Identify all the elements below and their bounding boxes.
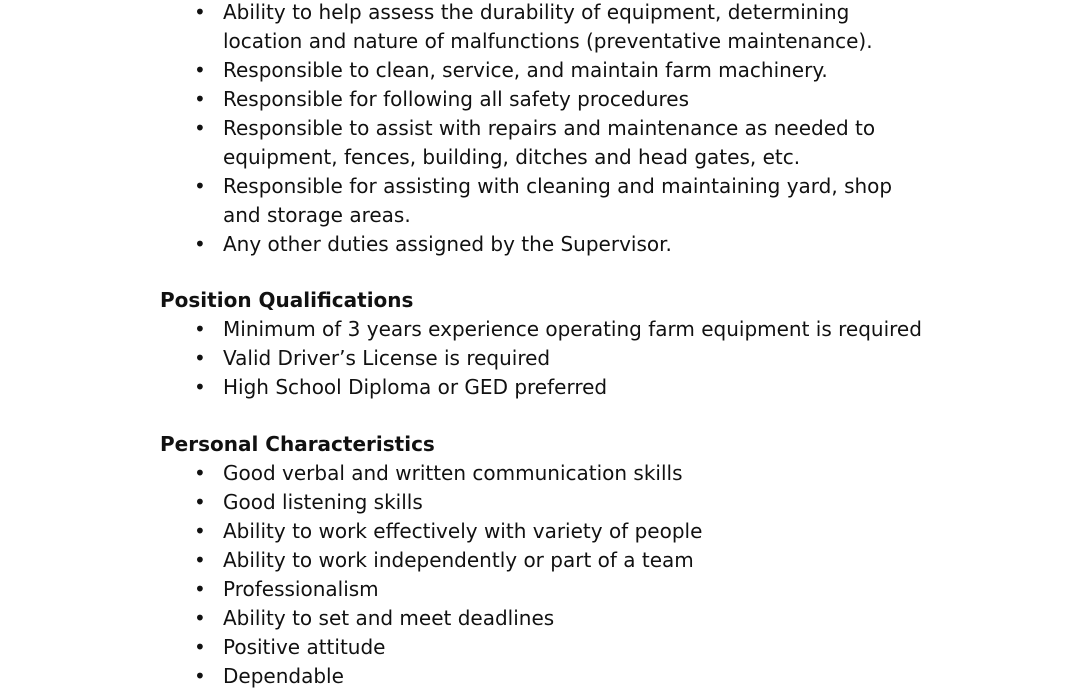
qualification-item: • High School Diploma or GED preferred: [160, 373, 1040, 402]
personal-characteristics-list: [160, 459, 1040, 691]
characteristic-item: • Good listening skills: [160, 488, 1040, 517]
characteristic-item: • Good verbal and written communication skills: [160, 459, 1040, 488]
characteristic-item: • Ability to set and meet deadlines: [160, 604, 1040, 633]
qualifications-list: [160, 315, 1040, 402]
duty-item: • Any other duties assigned by the Supervisor.: [160, 230, 1040, 259]
qualification-item: • Valid Driver’s License is required: [160, 344, 1040, 373]
qualification-item: • Minimum of 3 years experience operating farm equipment is required: [160, 315, 1040, 344]
qualifications-heading: Position Qualifications: [160, 288, 414, 312]
duty-item: • Responsible for assisting with cleaning and maintaining yard, shop and storage areas.: [160, 172, 1040, 230]
characteristic-item: • Dependable: [160, 662, 1040, 691]
characteristic-item: • Ability to work effectively with variety of people: [160, 517, 1040, 546]
characteristic-item: • Ability to work independently or part of a team: [160, 546, 1040, 575]
characteristic-item: • Positive attitude: [160, 633, 1040, 662]
duties-list: [160, 0, 1040, 259]
personal-characteristics-section: [160, 430, 1040, 691]
characteristic-item: • Professionalism: [160, 575, 1040, 604]
personal-characteristics-heading: Personal Characteristics: [160, 432, 435, 456]
duty-item: • Responsible to assist with repairs and maintenance as needed to equipment, fences, building, ditches and head gates, etc.: [160, 114, 1040, 172]
duties-section: [160, 0, 1040, 259]
duty-item: • Ability to help assess the durability of equipment, determining location and nature of malfunctions (preventative maintenance).: [160, 0, 1040, 56]
duty-item: • Responsible to clean, service, and maintain farm machinery.: [160, 56, 1040, 85]
duty-item: • Responsible for following all safety procedures: [160, 85, 1040, 114]
qualifications-section: [160, 286, 1040, 402]
